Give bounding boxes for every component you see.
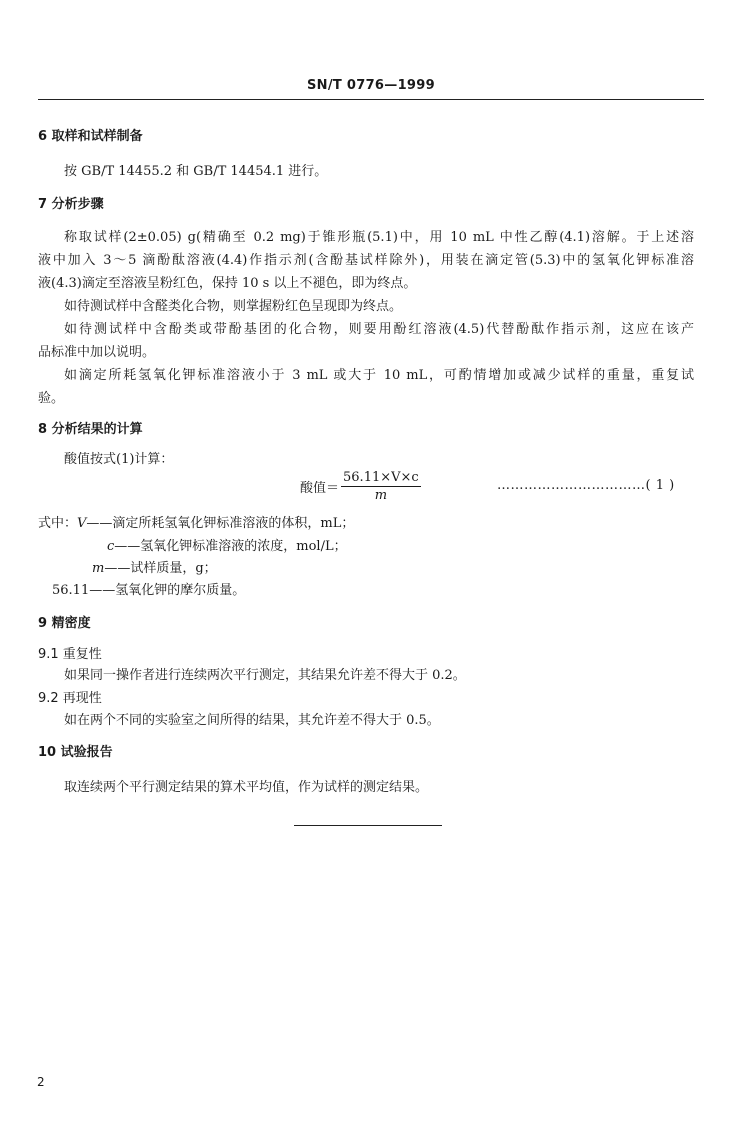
end-rule [294, 825, 442, 826]
section-6-heading: 6 取样和试样制备 [38, 129, 143, 144]
section-7-para2: 如待测试样中含醛类化合物，则掌握粉红色呈现即为终点。 [64, 299, 403, 314]
section-9-1-body: 如果同一操作者进行连续两次平行测定，其结果允许差不得大于 0.2。 [64, 668, 466, 683]
header-rule [38, 99, 704, 100]
variable-dash: —— [114, 539, 141, 554]
section-6-body: 按 GB/T 14455.2 和 GB/T 14454.1 进行。 [64, 164, 328, 179]
variable-symbol: m [92, 561, 105, 576]
section-7-para1-line1: 称取试样(2±0.05) g(精确至 0.2 mg)于锥形瓶(5.1)中，用 10 mL 中性乙醇(4.1)溶解。于上述溶 [64, 230, 694, 245]
section-10-heading: 10 试验报告 [38, 745, 113, 760]
section-7-para4-line2: 验。 [38, 391, 65, 406]
formula-number: ( 1 ) [645, 478, 675, 493]
section-9-1-heading: 9.1 重复性 [38, 647, 102, 662]
section-7-heading: 7 分析步骤 [38, 197, 104, 212]
variable-dash: —— [86, 516, 113, 531]
section-8-intro: 酸值按式(1)计算： [64, 452, 174, 467]
variable-row-m [92, 557, 217, 576]
acid-value-formula [300, 470, 421, 503]
variable-dash: —— [104, 561, 131, 576]
formula-numerator: 56.11×V×c [343, 470, 419, 485]
variable-symbol: 56.11 [52, 583, 90, 598]
variable-description: 试样质量，g； [130, 561, 217, 576]
variable-row-molar-mass [52, 579, 245, 598]
section-9-heading: 9 精密度 [38, 616, 91, 631]
section-7-para3-line1: 如待测试样中含酚类或带酚基团的化合物，则要用酚红溶液(4.5)代替酚酞作指示剂，这应在该产 [64, 322, 694, 337]
variable-symbol: V [77, 516, 87, 531]
formula-leader [497, 478, 675, 493]
formula-fraction [341, 470, 421, 503]
section-7-para1-line3: 液(4.3)滴定至溶液呈粉红色，保持 10 s 以上不褪色，即为终点。 [38, 276, 417, 291]
variable-description: 滴定所耗氢氧化钾标准溶液的体积，mL； [112, 516, 355, 531]
formula-denominator: m [374, 488, 388, 503]
where-label: 式中： [38, 516, 78, 531]
variable-symbol: c [107, 539, 115, 554]
variable-description: 氢氧化钾标准溶液的浓度，mol/L； [140, 539, 347, 554]
section-8-heading: 8 分析结果的计算 [38, 422, 143, 437]
standard-number-header: SN/T 0776—1999 [307, 78, 435, 93]
variable-description: 氢氧化钾的摩尔质量。 [115, 583, 246, 598]
variable-row-V [38, 512, 354, 531]
formula-lhs: 酸值＝ [300, 481, 340, 496]
section-9-2-body: 如在两个不同的实验室之间所得的结果，其允许差不得大于 0.5。 [64, 713, 440, 728]
section-9-2-heading: 9.2 再现性 [38, 691, 102, 706]
section-7-para3-line2: 品标准中加以说明。 [38, 345, 156, 360]
section-7-para1-line2: 液中加入 3～5 滴酚酞溶液(4.4)作指示剂(含酚基试样除外)，用装在滴定管(5.3)中的氢氧化钾标准溶 [38, 253, 694, 268]
section-10-body: 取连续两个平行测定结果的算术平均值，作为试样的测定结果。 [64, 780, 429, 795]
page-number: 2 [37, 1075, 45, 1089]
section-7-para4-line1: 如滴定所耗氢氧化钾标准溶液小于 3 mL 或大于 10 mL，可酌情增加或减少试样的重量，重复试 [64, 368, 694, 383]
formula-dots: …………………………… [497, 478, 646, 493]
variable-row-c [107, 535, 347, 554]
variable-dash: —— [89, 583, 116, 598]
